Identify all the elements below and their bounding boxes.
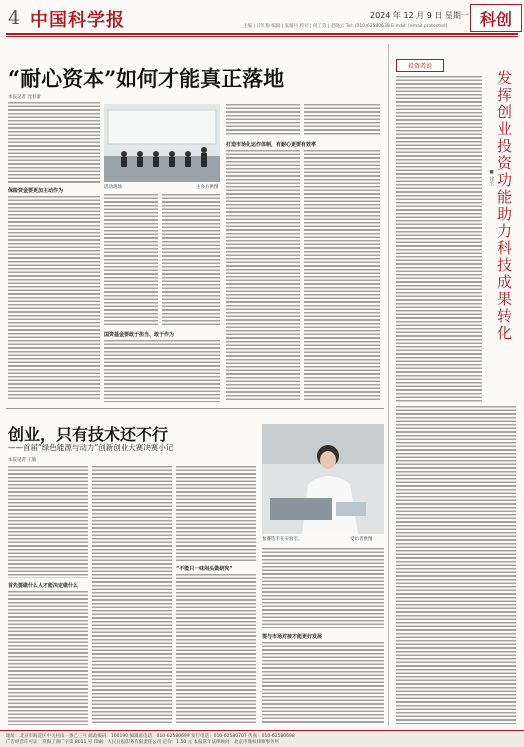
forum-stage-image [104,104,220,182]
article1-subhead2: 国资基金要敢于担当、敢于作为 [104,332,175,338]
column-text-lower [396,406,516,724]
column-label: 投资者说 [396,59,444,72]
article2-photo [262,424,384,534]
column-text-upper [396,76,482,402]
article2-subhead3: 要与市场对接才能更好发展 [262,634,323,640]
article1-col3-text [162,194,220,326]
article1-col2-text2 [104,340,220,402]
article1-photo [104,104,220,182]
article1-subhead3: 打造市场化运作体制，有耐心更要有效率 [226,142,317,148]
footer-line1: 地址：北京市海淀区中关村南一条乙三号 邮政编码：100190 编辑部电话：010-62580699 发行电话：010-62580707 传真：010-62580698 [6,734,295,739]
article2-col3-text2 [176,574,256,725]
column-divider [388,44,389,726]
article1-col4-text [226,104,300,136]
article2-photo-caption: 参赛选手在实验室。 [262,537,303,542]
article1-photo-caption: 活动现场 [104,185,122,190]
article2-col4-text2 [262,642,384,725]
article1-col1-text2 [8,196,100,401]
newspaper-logo: 中国科学报 [30,10,125,31]
article2-col1-text2 [8,591,88,725]
article-divider [6,408,384,409]
article1-photo-credit: 主办方供图 [196,185,219,190]
section-label: 科创 [470,4,522,32]
column-author: ■ 徐宏 [489,170,494,186]
article2-byline: 本报记者 王敏 [8,458,37,463]
article2-photo-credit: 受访者供图 [350,537,373,542]
article1-subhead1: 保险资金要更加主动作为 [8,188,64,194]
article2-col1-text [8,466,88,578]
article1-byline: 本报记者 沈春蕾 [8,95,41,100]
article1-col1-text [8,102,100,184]
article2-title: 创业，只有技术还不行 [8,425,169,444]
article1-col2-text [104,194,158,326]
header-rule [6,33,518,35]
issue-date: 2024 年 12 月 9 日 星期一 [370,11,469,20]
header-rule-thin [6,36,518,37]
article1-col5-text [304,104,380,136]
article2-col4-text [262,548,384,628]
page-number: 4 [8,7,21,29]
article1-title: “耐心资本”如何才能真正落地 [8,66,285,91]
footer-line2: 广告经营许可证：京海工商广字第 8011 号 印刷：人民日报印务有限责任公司 定价：1.50 元 本报常年法律顾问：北京市鼎权律师事务所 [6,740,280,745]
editor-line: 主编 | 计红梅 编辑 | 张晴丹 校对 | 何工劳 | 赵晓云 Tel: (010)62580638 E-mail: [email protected] [243,24,448,29]
article2-subtitle: ——首届“绿色能源与动力”创新创业大赛决赛小记 [8,443,174,452]
column-title: 发挥创业投资功能 助力科技成果转化 [497,69,513,342]
lab-researcher-image [262,424,384,534]
article1-col5-text2 [304,150,380,402]
article1-col4-text2 [226,150,300,402]
article2-col3-text [176,466,256,562]
article2-subhead2: “不能只一味闷头做研究” [176,566,233,572]
article2-col2-text [92,466,172,725]
article2-subhead1: 首先要做什么人才能决定做什么 [8,583,79,589]
